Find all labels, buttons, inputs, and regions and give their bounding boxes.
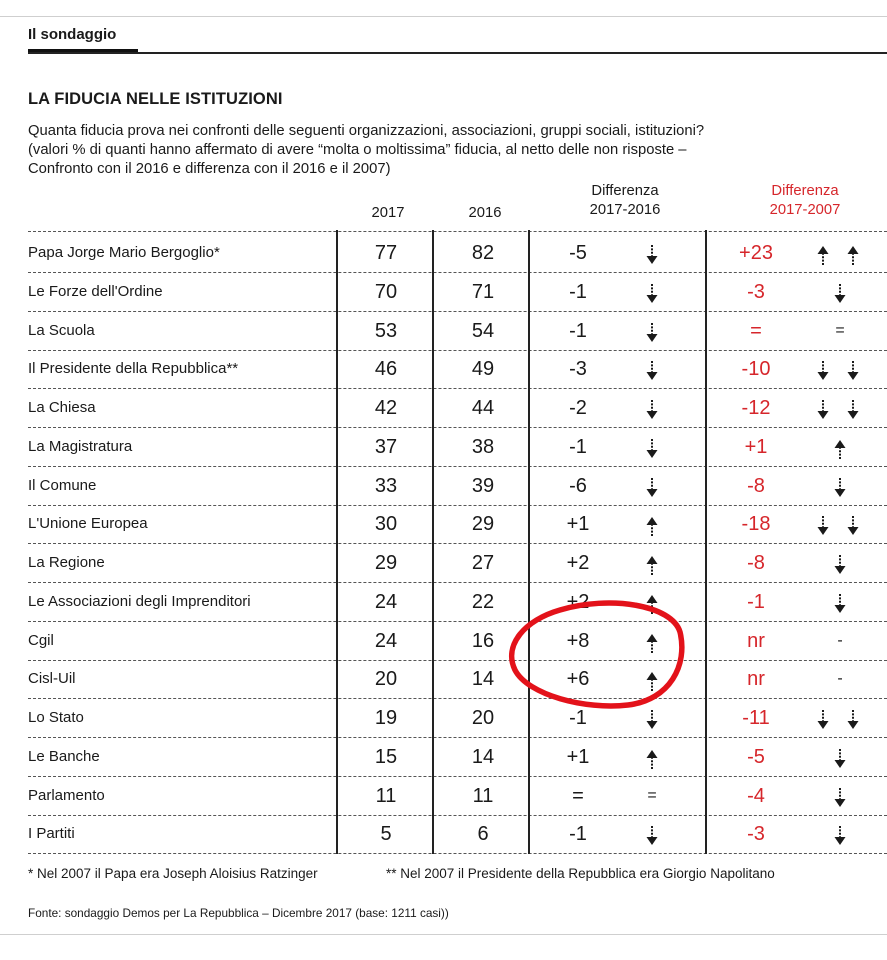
value-2016: 14 [471, 745, 495, 768]
diff2-dash-icon: - [837, 631, 843, 649]
diff-2017-2007: = [750, 319, 762, 342]
value-2016: 11 [472, 784, 494, 807]
diff1-down-arrow-icon [645, 244, 659, 266]
diff-2017-2007: -8 [747, 474, 765, 497]
diff2-down-arrow-icon [816, 515, 830, 537]
diff2-down-arrow-icon [816, 399, 830, 421]
table-row [28, 389, 887, 428]
row-label: L'Unione Europea [28, 515, 148, 533]
value-2017: 5 [380, 823, 392, 846]
diff2-dash-icon: - [837, 670, 843, 688]
diff2-up-arrow-icon [846, 244, 860, 266]
diff2-up-arrow-icon [816, 244, 830, 266]
row-label: Cgil [28, 631, 54, 649]
diff1-up-arrow-icon [645, 632, 659, 654]
header-diff1-line2: 2017-2016 [589, 202, 661, 218]
table-row [28, 777, 887, 816]
diff2-equal-icon: = [835, 321, 845, 339]
diff-2017-2016: = [572, 784, 584, 807]
column-divider-3 [528, 230, 530, 854]
diff1-down-arrow-icon [645, 283, 659, 305]
diff2-down-arrow-icon [833, 477, 847, 499]
row-label: Il Presidente della Repubblica** [28, 360, 239, 378]
table-row [28, 544, 887, 583]
header-diff-2017-2007 [730, 182, 880, 220]
row-label: Il Comune [28, 476, 97, 494]
diff2-up-arrow-icon [833, 438, 847, 460]
row-label: Cisl-Uil [28, 670, 76, 688]
value-2016: 71 [471, 280, 495, 303]
footnote-papa: * Nel 2007 il Papa era Joseph Aloisius Ratzinger [28, 866, 318, 881]
row-label: La Chiesa [28, 399, 96, 416]
value-2016: 27 [471, 552, 495, 574]
table-row [28, 738, 887, 777]
value-2016: 22 [471, 590, 495, 613]
row-label: Parlamento [28, 786, 105, 804]
footnote-presidente: ** Nel 2007 il Presidente della Repubblica era Giorgio Napolitano [386, 866, 775, 881]
row-label: I Partiti [28, 825, 75, 843]
header-diff2-line1: Differenza [771, 183, 839, 199]
header-diff1-line1: Differenza [591, 183, 659, 199]
table-top-separator [28, 231, 887, 232]
value-2016: 49 [471, 358, 495, 381]
value-2016: 82 [471, 242, 495, 264]
section-label: Il sondaggio [28, 26, 117, 43]
value-2017: 53 [374, 319, 398, 342]
column-divider-2 [432, 230, 434, 854]
table-row [28, 273, 887, 312]
diff1-down-arrow-icon [645, 438, 659, 460]
row-label: Le Forze dell'Ordine [28, 282, 163, 300]
table-row [28, 350, 887, 389]
row-label: La Regione [28, 554, 105, 571]
value-2016: 54 [471, 319, 495, 342]
diff-2017-2007: -3 [747, 280, 765, 303]
diff1-up-arrow-icon [645, 593, 659, 615]
diff-2017-2016: -1 [569, 319, 587, 342]
diff-2017-2007: -11 [742, 707, 770, 729]
table-row [28, 234, 887, 273]
diff-2017-2016: -1 [569, 823, 587, 846]
diff-2017-2007: -3 [747, 823, 765, 846]
diff-2017-2007: -4 [747, 784, 765, 807]
top-rule [0, 16, 887, 17]
table-row [28, 815, 887, 854]
value-2017: 42 [374, 397, 398, 419]
diff1-down-arrow-icon [645, 825, 659, 847]
diff-2017-2016: -2 [569, 397, 587, 419]
row-label: La Magistratura [28, 437, 133, 455]
diff-2017-2007: +1 [744, 435, 768, 458]
value-2017: 20 [374, 668, 398, 691]
diff2-down-arrow-icon [833, 787, 847, 809]
table-row [28, 505, 887, 544]
diff1-down-arrow-icon [645, 399, 659, 421]
value-2016: 29 [471, 513, 495, 536]
diff2-down-arrow-icon [833, 554, 847, 576]
value-2016: 20 [471, 707, 495, 729]
column-divider-4 [705, 230, 707, 854]
column-divider-1 [336, 230, 338, 854]
diff-2017-2007: -5 [747, 745, 765, 768]
table-row [28, 312, 887, 351]
diff-2017-2016: -5 [569, 242, 587, 264]
value-2017: 37 [374, 435, 398, 458]
diff1-down-arrow-icon [645, 322, 659, 344]
value-2017: 24 [374, 590, 398, 613]
diff2-down-arrow-icon [846, 515, 860, 537]
diff2-down-arrow-icon [833, 748, 847, 770]
diff2-down-arrow-icon [846, 360, 860, 382]
diff2-down-arrow-icon [846, 399, 860, 421]
header-2016: 2016 [468, 205, 502, 221]
table-row [28, 428, 887, 467]
diff-2017-2007: -8 [747, 552, 765, 574]
value-2016: 39 [471, 474, 495, 497]
value-2017: 46 [374, 358, 398, 381]
diff-2017-2007: nr [747, 629, 765, 652]
diff-2017-2007: -18 [741, 513, 771, 536]
section-rule [28, 52, 887, 54]
diff-2017-2016: +1 [566, 513, 590, 536]
row-label: La Scuola [28, 321, 95, 339]
diff-2017-2016: -1 [569, 707, 587, 729]
diff2-down-arrow-icon [846, 709, 860, 731]
diff2-down-arrow-icon [833, 593, 847, 615]
diff1-up-arrow-icon [645, 748, 659, 770]
bottom-rule [0, 934, 887, 935]
diff-2017-2007: nr [747, 668, 765, 691]
diff-2017-2016: -3 [569, 358, 587, 381]
diff-2017-2016: -1 [569, 435, 587, 458]
diff2-down-arrow-icon [816, 709, 830, 731]
diff2-down-arrow-icon [816, 360, 830, 382]
chart-title: LA FIDUCIA NELLE ISTITUZIONI [28, 90, 283, 108]
row-label: Le Associazioni degli Imprenditori [28, 592, 251, 610]
diff1-down-arrow-icon [645, 360, 659, 382]
diff2-down-arrow-icon [833, 825, 847, 847]
diff-2017-2016: +6 [566, 668, 590, 691]
header-diff2-line2: 2017-2007 [769, 202, 841, 218]
diff-2017-2007: -1 [747, 590, 765, 613]
diff-2017-2016: +8 [566, 629, 590, 652]
value-2016: 16 [471, 629, 495, 652]
diff1-down-arrow-icon [645, 477, 659, 499]
value-2016: 44 [471, 397, 495, 419]
diff1-up-arrow-icon [645, 515, 659, 537]
diff2-down-arrow-icon [833, 283, 847, 305]
diff-2017-2016: -6 [569, 474, 587, 497]
value-2016: 6 [477, 823, 489, 846]
value-2016: 38 [471, 435, 495, 458]
diff1-up-arrow-icon [645, 554, 659, 576]
diff1-down-arrow-icon [645, 709, 659, 731]
table-row [28, 699, 887, 738]
row-separator [28, 853, 887, 854]
value-2017: 24 [374, 629, 398, 652]
diff-2017-2016: -1 [569, 280, 587, 303]
value-2017: 70 [374, 280, 398, 303]
value-2017: 30 [374, 513, 398, 536]
source-note: Fonte: sondaggio Demos per La Repubblica – Dicembre 2017 (base: 1211 casi)) [28, 906, 449, 920]
diff-2017-2007: +23 [739, 242, 773, 264]
section-underline [28, 49, 138, 52]
row-label: Lo Stato [28, 709, 84, 726]
chart-subtitle: Quanta fiducia prova nei confronti delle seguenti organizzazioni, associazioni, gruppi sociali, istituzioni? (valori % di quanti hanno affermato di avere “molta o moltissima” fiducia, al netto delle non risposte – Confronto con il 2016 e differenza con il 2016 e il 2007) [28, 123, 705, 177]
value-2017: 33 [374, 474, 398, 497]
value-2017: 19 [374, 707, 398, 729]
diff1-equal-icon: = [647, 786, 657, 804]
diff-2017-2016: +2 [566, 590, 590, 613]
header-2017: 2017 [371, 205, 405, 221]
row-label: Papa Jorge Mario Bergoglio* [28, 244, 220, 261]
value-2017: 15 [374, 745, 398, 768]
table-row [28, 583, 887, 622]
diff-2017-2007: -12 [741, 397, 771, 419]
header-diff-2017-2016 [550, 182, 700, 220]
table-row [28, 660, 887, 699]
value-2017: 29 [374, 552, 398, 574]
value-2016: 14 [471, 668, 495, 691]
diff1-up-arrow-icon [645, 670, 659, 692]
diff-2017-2016: +1 [566, 745, 590, 768]
diff-2017-2007: -10 [741, 358, 771, 381]
row-label: Le Banche [28, 747, 100, 765]
table-row [28, 467, 887, 506]
diff-2017-2016: +2 [566, 552, 590, 574]
value-2017: 77 [374, 242, 398, 264]
table-row [28, 622, 887, 661]
value-2017: 11 [375, 784, 397, 807]
